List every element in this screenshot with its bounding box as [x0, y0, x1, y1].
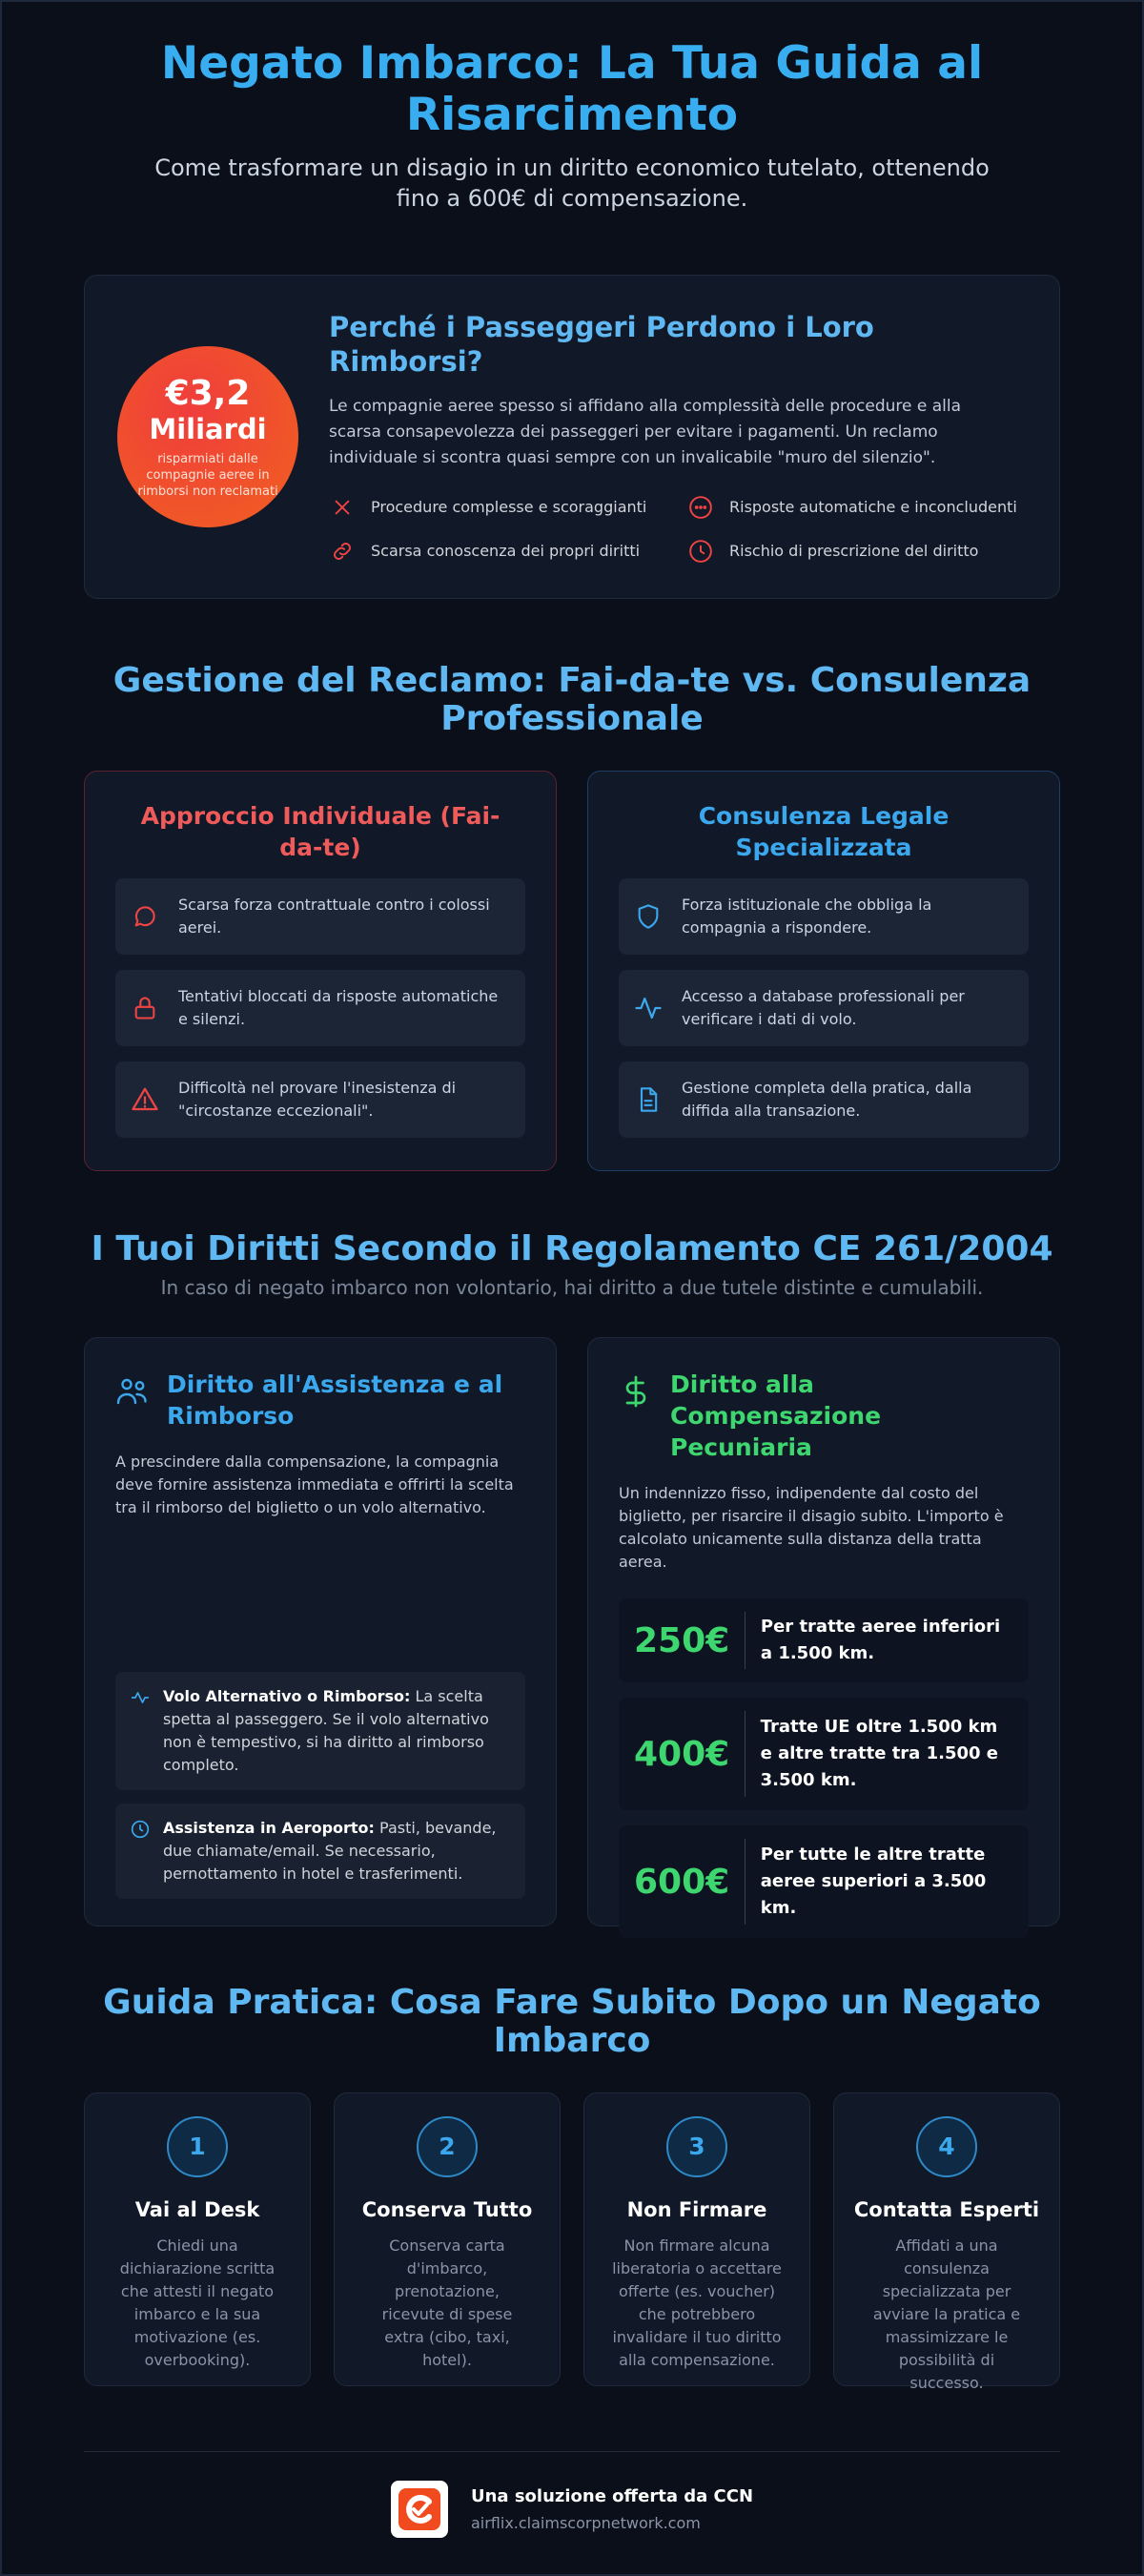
tier-amount: 250€ [634, 1620, 730, 1660]
step-title: Conserva Tutto [361, 2198, 533, 2221]
comparison-title: Gestione del Reclamo: Fai-da-te vs. Consulenza Professionale [112, 661, 1032, 738]
diy-item-text: Tentativi bloccati da risposte automatiche e silenzi. [178, 987, 499, 1028]
stat-circle [117, 346, 298, 527]
assistance-item-text: La scelta spetta al passeggero. Se il volo alternativo non è tempestivo, si ha diritto al rimborso completo. [163, 1687, 489, 1774]
assistance-text: A prescindere dalla compensazione, la compagnia deve fornire assistenza immediata e offrirti la scelta tra il rimborso del biglietto o un volo alternativo. [115, 1453, 514, 1516]
assistance-title: Diritto all'Assistenza e al Rimborso [167, 1370, 503, 1430]
clock-icon [131, 1820, 150, 1839]
step-text: Conserva carta d'imbarco, prenotazione, ricevute di spese extra (cibo, taxi, hotel). [381, 2236, 513, 2369]
pro-card [587, 771, 1060, 1171]
page-subtitle: Come trasformare un disagio in un diritto economico tutelato, ottenendo fino a 600€ di compensazione. [154, 155, 990, 212]
issue-label: Procedure complesse e scoraggianti [371, 498, 647, 516]
step-card [583, 2092, 810, 2386]
diy-item-text: Scarsa forza contrattuale contro i colossi aerei. [178, 896, 490, 937]
step-text: Chiedi una dichiarazione scritta che attesti il negato imbarco e la sua motivazione (es. overbooking). [119, 2236, 276, 2369]
clock-icon [687, 538, 714, 565]
step-title: Contatta Esperti [853, 2198, 1040, 2221]
assistance-item-text: Pasti, bevande, due chiamate/email. Se necessario, pernottamento in hotel e trasferimenti. [163, 1819, 497, 1883]
diy-item [115, 1061, 525, 1138]
compensation-text: Un indennizzo fisso, indipendente dal costo del biglietto, per risarcire il disagio subito. L'importo è calcolato unicamente sulla distanza della tratta aerea. [619, 1484, 1004, 1571]
ccn-logo [391, 2481, 448, 2538]
footer-title: Una soluzione offerta da CCN [470, 2486, 754, 2506]
tier-amount: 600€ [634, 1862, 730, 1902]
step-title: Vai al Desk [134, 2198, 260, 2221]
issue-list [329, 494, 1031, 565]
step-number: 3 [666, 2116, 727, 2177]
chat-bubble-icon [131, 902, 159, 931]
issue-item [687, 538, 1031, 565]
warning-icon [131, 1085, 159, 1114]
compensation-tier [619, 1825, 1029, 1938]
issue-item [329, 538, 687, 565]
tier-desc: Per tutte le altre tratte aeree superiori a 3.500 km. [760, 1844, 987, 1918]
pro-title: Consulenza Legale Specializzata [698, 802, 950, 861]
stats-text: Le compagnie aeree spesso si affidano alla complessità delle procedure e alla scarsa consapevolezza dei passeggeri per evitare i pagamenti. Un reclamo individuale si scontra quasi sempre con un invalicabile "muro del silenzio". [329, 396, 962, 467]
assistance-card [84, 1337, 557, 1927]
step-card [334, 2092, 561, 2386]
pro-item-text: Forza istituzionale che obbliga la compagnia a rispondere. [682, 896, 932, 937]
compensation-card [587, 1337, 1060, 1927]
issue-label: Risposte automatiche e inconcludenti [729, 498, 1017, 516]
step-card [833, 2092, 1060, 2392]
page-title: Negato Imbarco: La Tua Guida al Risarcimento [160, 37, 984, 141]
chat-dots-icon [687, 494, 714, 521]
tier-amount: 400€ [634, 1734, 730, 1774]
tier-desc: Per tratte aeree inferiori a 1.500 km. [760, 1617, 1001, 1663]
link-icon [329, 538, 356, 565]
pro-item-text: Gestione completa della pratica, dalla diffida alla transazione. [682, 1079, 972, 1120]
stats-title: Perché i Passeggeri Perdono i Loro Rimborsi? [329, 310, 874, 378]
compensation-title: Diritto alla Compensazione Pecuniaria [670, 1370, 882, 1461]
stat-unit: Miliardi [149, 412, 267, 445]
people-icon [115, 1374, 150, 1409]
pro-item [619, 1061, 1029, 1138]
footer [84, 2481, 1060, 2538]
assistance-item [115, 1672, 525, 1790]
diy-item [115, 970, 525, 1046]
dollar-icon [619, 1374, 653, 1409]
tier-desc: Tratte UE oltre 1.500 km e altre tratte tra 1.500 e 3.500 km. [760, 1717, 999, 1790]
x-icon [329, 494, 356, 521]
footer-url[interactable]: airflix.claimscorpnetwork.com [470, 2514, 701, 2532]
issue-label: Scarsa conoscenza dei propri diritti [371, 542, 641, 560]
diy-item-text: Difficoltà nel provare l'inesistenza di "circostanze eccezionali". [178, 1079, 457, 1120]
issue-item [687, 494, 1031, 521]
footer-divider [84, 2451, 1060, 2452]
diy-card [84, 771, 557, 1171]
compensation-tier [619, 1698, 1029, 1810]
issue-label: Rischio di prescrizione del diritto [729, 542, 979, 560]
diy-title: Approccio Individuale (Fai-da-te) [140, 802, 500, 861]
guide-title: Guida Pratica: Cosa Fare Subito Dopo un Negato Imbarco [103, 1983, 1041, 2060]
step-text: Affidati a una consulenza specializzata per avviare la pratica e massimizzare le possibilità di successo. [872, 2236, 1021, 2392]
stat-value: €3,2 [165, 373, 251, 413]
pro-item [619, 878, 1029, 955]
step-number: 2 [417, 2116, 478, 2177]
document-icon [634, 1085, 663, 1114]
pulse-icon [131, 1688, 150, 1707]
rights-title: I Tuoi Diritti Secondo il Regolamento CE 261/2004 [91, 1229, 1053, 1268]
step-card [84, 2092, 311, 2386]
compensation-tier [619, 1598, 1029, 1682]
stats-card [84, 275, 1060, 599]
step-text: Non firmare alcuna liberatoria o accettare offerte (es. voucher) che potrebbero invalidare il tuo diritto alla compensazione. [612, 2236, 782, 2369]
step-title: Non Firmare [626, 2198, 767, 2221]
pro-item [619, 970, 1029, 1046]
stat-caption: risparmiati dalle compagnie aeree in rimborsi non reclamati [137, 451, 278, 499]
shield-icon [634, 902, 663, 931]
step-number: 1 [167, 2116, 228, 2177]
assistance-item-bold: Volo Alternativo o Rimborso: [163, 1687, 411, 1705]
diy-item [115, 878, 525, 955]
assistance-item [115, 1803, 525, 1899]
pulse-icon [634, 994, 663, 1022]
assistance-item-bold: Assistenza in Aeroporto: [163, 1819, 375, 1837]
rights-subtitle: In caso di negato imbarco non volontario, hai diritto a due tutele distinte e cumulabili. [160, 1276, 984, 1299]
issue-item [329, 494, 687, 521]
step-number: 4 [916, 2116, 977, 2177]
page [84, 38, 1060, 2538]
pro-item-text: Accesso a database professionali per verificare i dati di volo. [682, 987, 965, 1028]
lock-icon [131, 994, 159, 1022]
